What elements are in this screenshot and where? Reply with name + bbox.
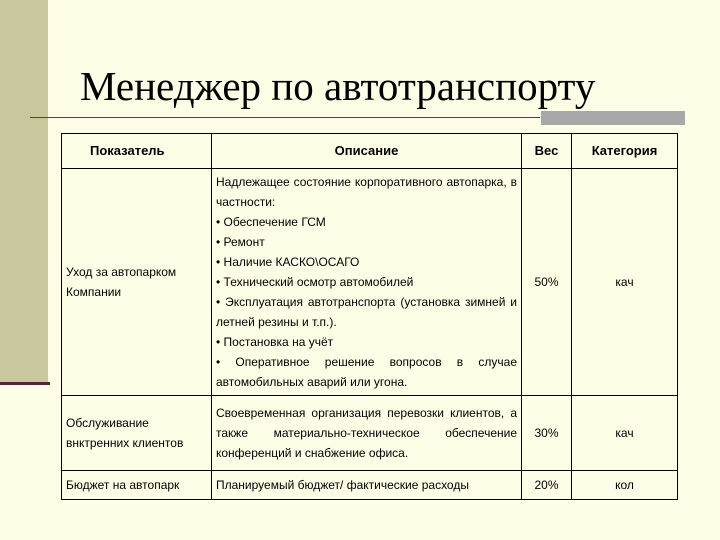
description-line: Планируемый бюджет/ фактические расходы [216,478,469,492]
cell-description [212,396,522,471]
cell-category: кач [572,169,678,396]
table-header-row [62,134,678,169]
header-indicator: Показатель [62,134,212,169]
cell-indicator: Бюджет на автопарк [62,471,212,500]
description-line: Своевременная организация перевозки клиентов, а также материально-техническое обеспечение конференций и снабжение офиса. [216,406,517,460]
title-accent-block [541,111,685,125]
table-row [62,396,678,471]
slide-title: Менеджер по автотранспорту [80,63,596,109]
left-accent-underline [0,382,50,385]
description-line: Надлежащее состояние корпоративного автопарка, в частности: [216,175,517,209]
description-line: • Оперативное решение вопросов в случае автомобильных аварий или угона. [216,355,517,389]
cell-description [212,169,522,396]
description-line: • Наличие КАСКО\ОСАГО [216,255,360,269]
cell-category: кач [572,396,678,471]
cell-weight: 20% [522,471,572,500]
description-line: • Эксплуатация автотранспорта (установка зимней и летней резины и т.п.). [216,295,517,329]
cell-indicator: Обслуживание внктренних клиентов [62,396,212,471]
cell-category: кол [572,471,678,500]
description-line: • Технический осмотр автомобилей [216,275,414,289]
table-row [62,169,678,396]
description-line: • Обеспечение ГСМ [216,215,326,229]
description-line: • Постановка на учёт [216,335,334,349]
title-divider [30,117,540,118]
cell-description [212,471,522,500]
description-line: • Ремонт [216,235,265,249]
kpi-table [61,133,678,500]
table-row [62,471,678,500]
header-weight: Вес [522,134,572,169]
cell-weight: 30% [522,396,572,471]
cell-indicator: Уход за автопарком Компании [62,169,212,396]
cell-weight: 50% [522,169,572,396]
header-category: Категория [572,134,678,169]
header-description: Описание [212,134,522,169]
left-accent-bar [0,0,48,382]
